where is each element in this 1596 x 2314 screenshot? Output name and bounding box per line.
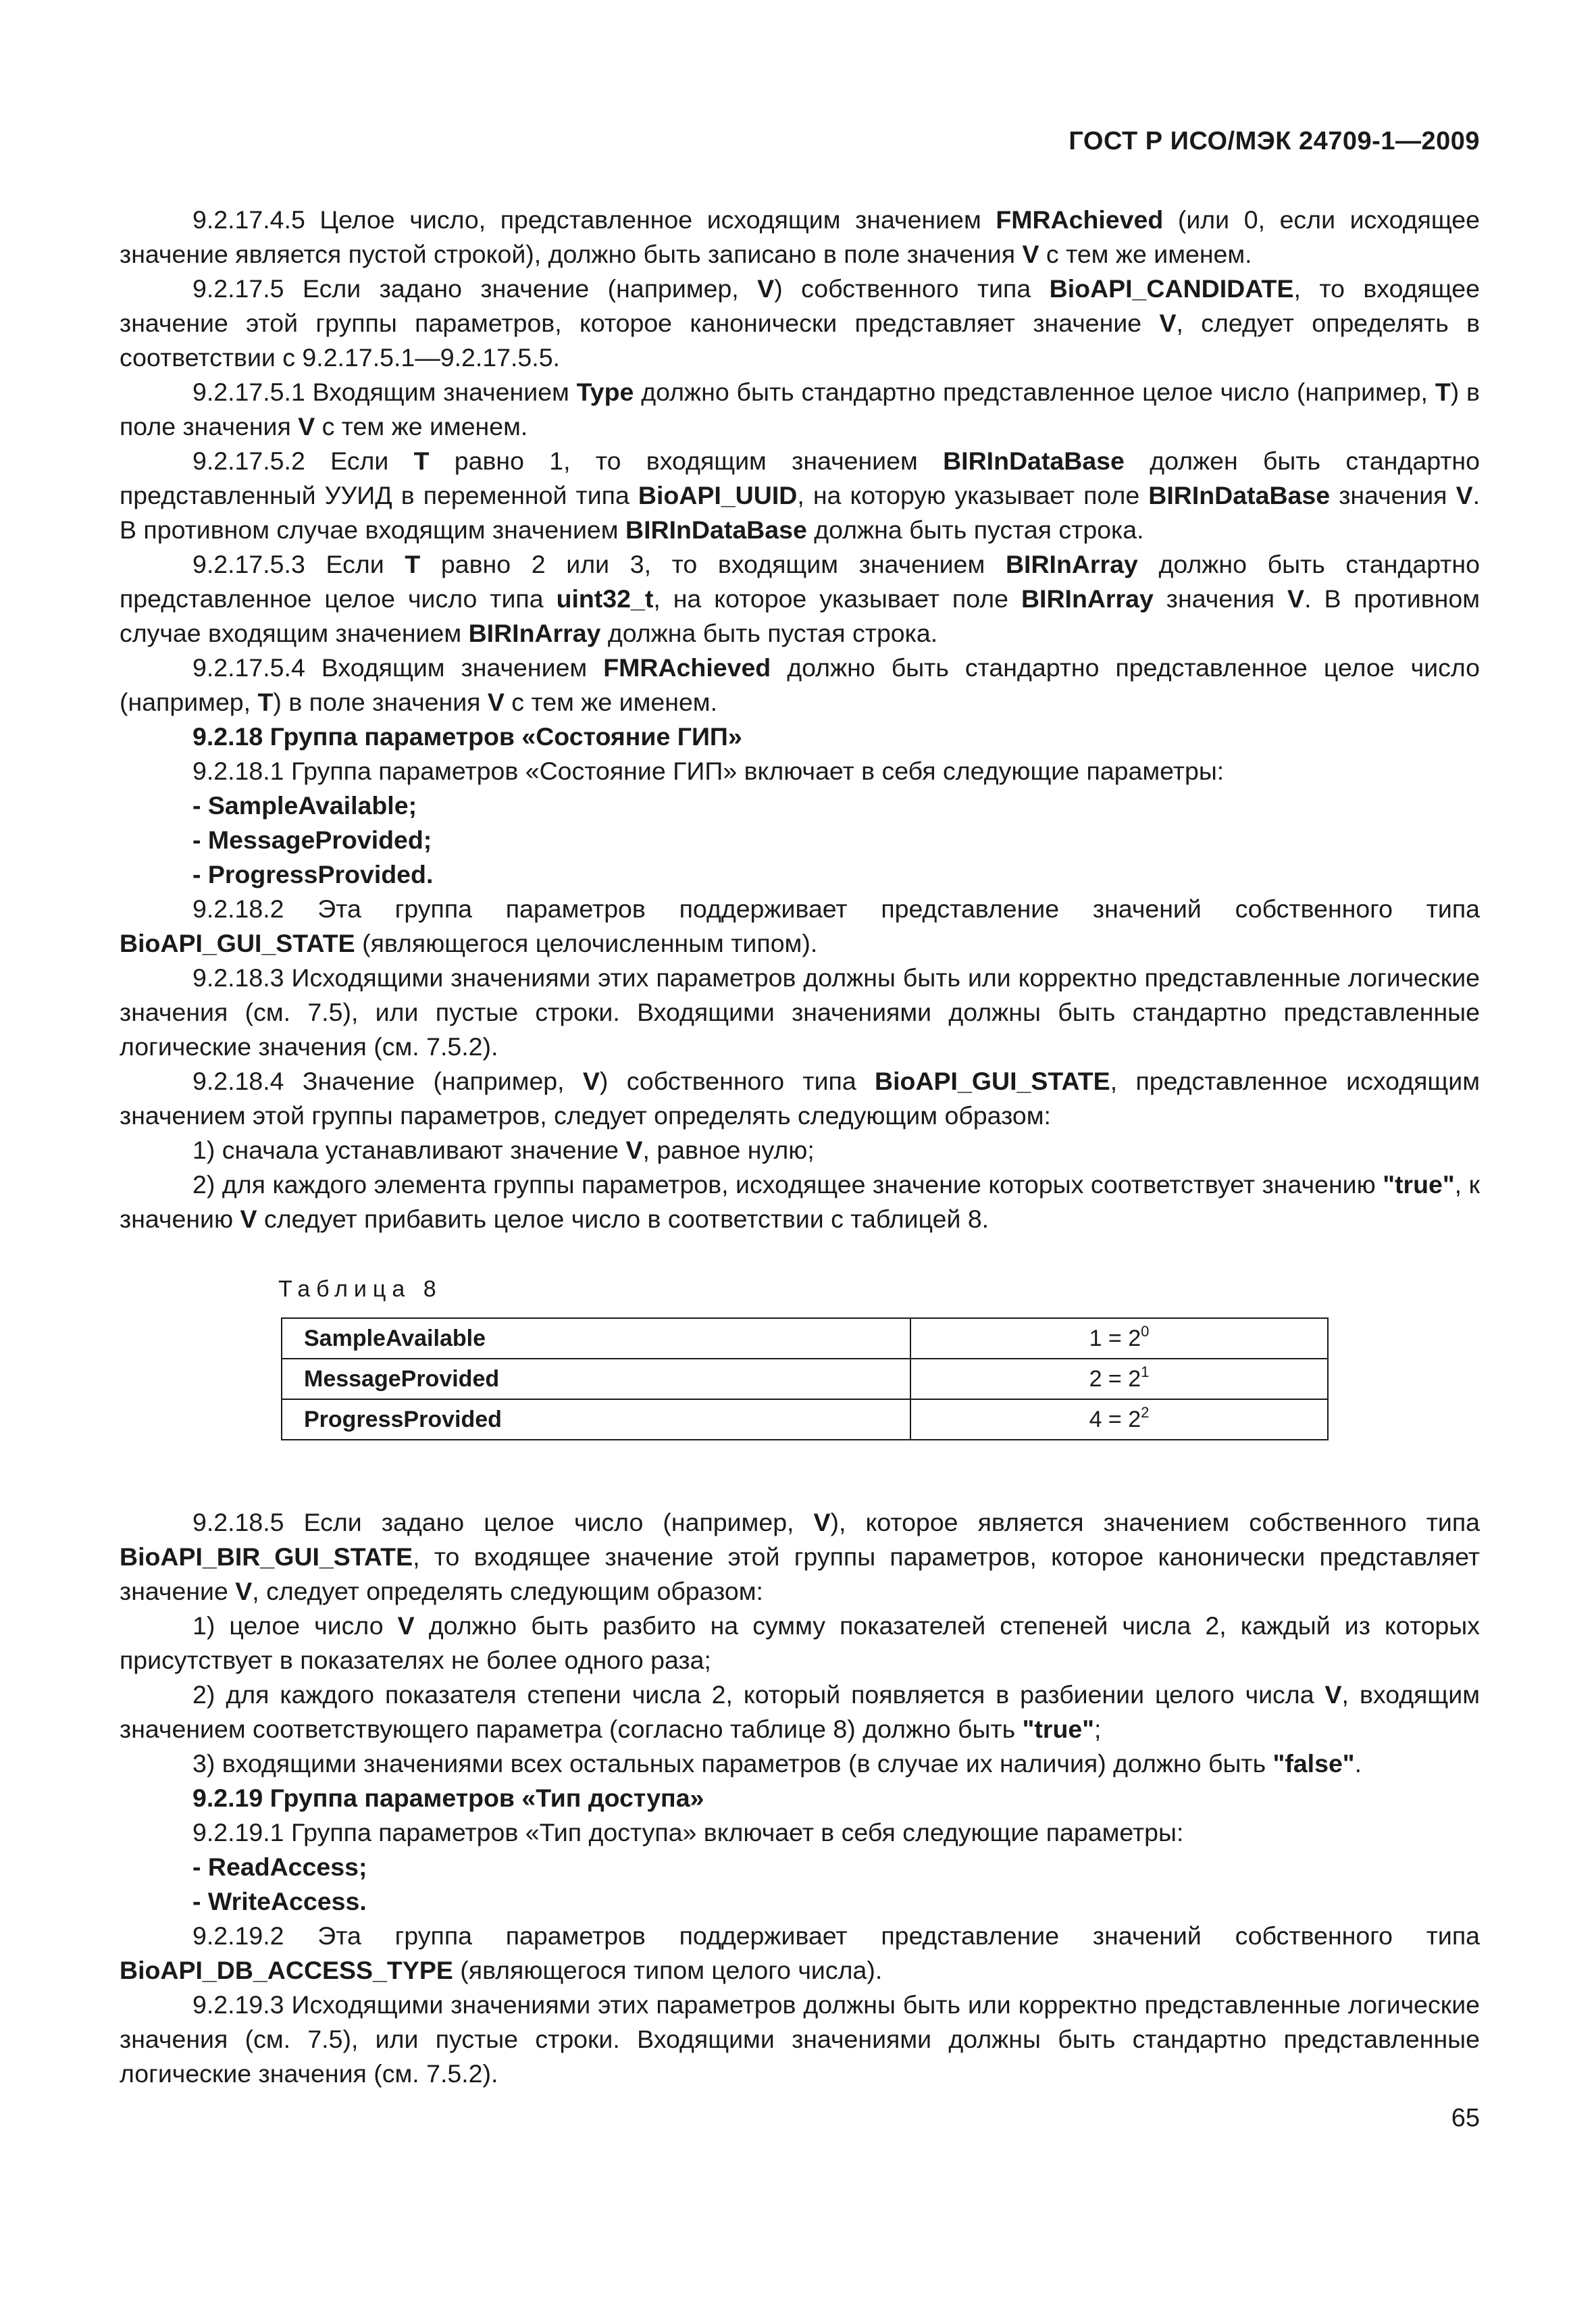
paragraph-9-2-19-2: 9.2.19.2 Эта группа параметров поддерживает представление значений собственного типа BioAPI_DB_ACCESS_TYPE (являющегося типом целого числа). bbox=[120, 1921, 1480, 1984]
paragraph-decomp-1: 1) целое число V должно быть разбито на сумму показателей степеней числа 2, каждый из которых присутствует в показателях не более одного раза; bbox=[120, 1611, 1480, 1674]
table-cell-name: MessageProvided bbox=[282, 1359, 910, 1399]
gui-state-table bbox=[281, 1317, 1329, 1440]
paragraph-step-1: 1) сначала устанавливают значение V, равное нулю; bbox=[192, 1136, 815, 1164]
paragraph-decomp-2: 2) для каждого показателя степени числа 2, который появляется в разбиении целого числа V, входящим значением соответствующего параметра (согласно таблице 8) должно быть "true"; bbox=[120, 1680, 1480, 1743]
table-cell-value: $2 = 2^1$ bbox=[910, 1359, 1328, 1399]
table-cell-name: SampleAvailable bbox=[282, 1318, 910, 1359]
paragraph-step-2: 2) для каждого элемента группы параметров, исходящее значение которых соответствует значению "true", к значению V следует прибавить целое число в соответствии с таблицей 8. bbox=[120, 1170, 1480, 1233]
list-item: - ProgressProvided. bbox=[192, 860, 434, 888]
section-heading-9-2-18: 9.2.18 Группа параметров «Состояние ГИП» bbox=[192, 722, 742, 751]
list-item: - MessageProvided; bbox=[192, 826, 432, 854]
paragraph-9-2-17-5-3: 9.2.17.5.3 Если T равно 2 или 3, то входящим значением BIRInArray должно быть стандартно представленное целое число типа uint32_t, на которое указывает поле BIRInArray значения V. В противном случае входящим значением BIRInArray должна быть пустая строка. bbox=[120, 550, 1480, 647]
list-item: - ReadAccess; bbox=[192, 1853, 367, 1881]
paragraph-9-2-17-4-5: 9.2.17.4.5 Целое число, представленное исходящим значением FMRAchieved (или 0, если исходящее значение является пустой строкой), должно быть записано в поле значения V с тем же именем. bbox=[120, 205, 1480, 268]
list-item: - WriteAccess. bbox=[192, 1887, 367, 1915]
paragraph-9-2-18-2: 9.2.18.2 Эта группа параметров поддерживает представление значений собственного типа BioAPI_GUI_STATE (являющегося целочисленным типом). bbox=[120, 895, 1480, 957]
table-row bbox=[282, 1399, 1328, 1440]
table-cell-value: $4 = 2^2$ bbox=[910, 1399, 1328, 1440]
table-cell-name: ProgressProvided bbox=[282, 1399, 910, 1440]
paragraph-9-2-18-3: 9.2.18.3 Исходящими значениями этих параметров должны быть или корректно представленные логические значения (см. 7.5), или пустые строки. Входящими значениями должны быть стандартно представленные логические значения (см. 7.5.2). bbox=[120, 963, 1480, 1061]
paragraph-9-2-17-5-1: 9.2.17.5.1 Входящим значением Type должно быть стандартно представленное целое число (например, T) в поле значения V с тем же именем. bbox=[120, 378, 1480, 441]
paragraph-9-2-17-5: 9.2.17.5 Если задано значение (например, V) собственного типа BioAPI_CANDIDATE, то входящее значение этой группы параметров, которое канонически представляет значение V, следует определять в соответствии с 9.2.17.5.1—9.2.17.5.5. bbox=[120, 274, 1480, 372]
section-heading-9-2-19: 9.2.19 Группа параметров «Тип доступа» bbox=[192, 1784, 704, 1812]
paragraph-decomp-3: 3) входящими значениями всех остальных параметров (в случае их наличия) должно быть "false". bbox=[192, 1749, 1362, 1778]
paragraph-9-2-18-1: 9.2.18.1 Группа параметров «Состояние ГИП» включает в себя следующие параметры: bbox=[192, 757, 1225, 785]
table-row bbox=[282, 1318, 1328, 1359]
table-title: Таблица 8 bbox=[278, 1276, 442, 1302]
list-item: - SampleAvailable; bbox=[192, 791, 417, 820]
paragraph-9-2-18-5: 9.2.18.5 Если задано целое число (например, V), которое является значением собственного типа BioAPI_BIR_GUI_STATE, то входящее значение этой группы параметров, которое канонически представляет значение V, следует определять следующим образом: bbox=[120, 1508, 1480, 1605]
table-cell-value: $1 = 2^0$ bbox=[910, 1318, 1328, 1359]
paragraph-9-2-19-3: 9.2.19.3 Исходящими значениями этих параметров должны быть или корректно представленные логические значения (см. 7.5), или пустые строки. Входящими значениями должны быть стандартно представленные логические значения (см. 7.5.2). bbox=[120, 1990, 1480, 2088]
paragraph-9-2-17-5-2: 9.2.17.5.2 Если T равно 1, то входящим значением BIRInDataBase должен быть стандартно представленный УУИД в переменной типа BioAPI_UUID, на которую указывает поле BIRInDataBase значения V. В противном случае входящим значением BIRInDataBase должна быть пустая строка. bbox=[120, 447, 1480, 544]
document-header: ГОСТ Р ИСО/МЭК 24709-1—2009 bbox=[1069, 127, 1480, 155]
paragraph-9-2-19-1: 9.2.19.1 Группа параметров «Тип доступа» включает в себя следующие параметры: bbox=[192, 1818, 1184, 1846]
document-body bbox=[120, 203, 1480, 2091]
paragraph-9-2-18-4: 9.2.18.4 Значение (например, V) собственного типа BioAPI_GUI_STATE, представленное исходящим значением этой группы параметров, следует определять следующим образом: bbox=[120, 1067, 1480, 1130]
post-table-section bbox=[120, 1505, 1480, 2091]
page-number: 65 bbox=[1451, 2104, 1480, 2132]
table-row bbox=[282, 1359, 1328, 1399]
paragraph-9-2-17-5-4: 9.2.17.5.4 Входящим значением FMRAchieved должно быть стандартно представленное целое число (например, T) в поле значения V с тем же именем. bbox=[120, 653, 1480, 716]
